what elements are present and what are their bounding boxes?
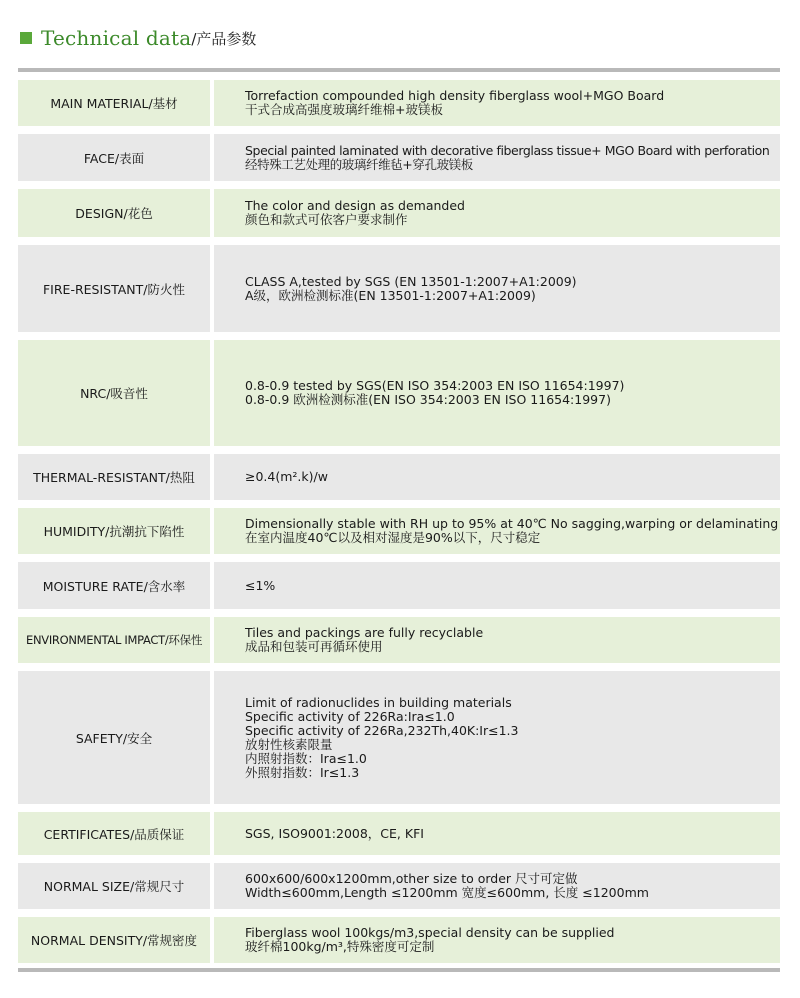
spec-line: 在室内温度40℃以及相对湿度是90%以下，尺寸稳定 bbox=[245, 530, 541, 545]
spec-line: 成品和包装可再循环使用 bbox=[245, 639, 383, 654]
spec-line: 经特殊工艺处理的玻璃纤维毡+穿孔玻镁板 bbox=[245, 156, 473, 172]
spec-line: 外照射指数：Ir≤1.3 bbox=[245, 764, 360, 780]
spec-line: 内照射指数：Ira≤1.0 bbox=[245, 750, 367, 766]
spec-row-safety bbox=[18, 671, 780, 804]
spec-label: DESIGN/花色 bbox=[18, 189, 210, 237]
spec-line: 0.8-0.9 欧洲检测标准(EN ISO 354:2003 EN ISO 11654:1997) bbox=[245, 392, 611, 407]
top-divider bbox=[18, 68, 780, 72]
spec-row-main-material bbox=[18, 80, 780, 126]
spec-label: HUMIDITY/抗潮抗下陷性 bbox=[18, 508, 210, 554]
spec-row-nrc bbox=[18, 340, 780, 446]
spec-line: Fiberglass wool 100kgs/m3,special density can be supplied bbox=[245, 925, 615, 940]
spec-line: 干式合成高强度玻璃纤维棉+玻镁板 bbox=[245, 102, 443, 117]
page-header bbox=[20, 24, 256, 52]
spec-row-design bbox=[18, 189, 780, 237]
spec-value bbox=[214, 189, 780, 237]
spec-value bbox=[214, 617, 780, 663]
spec-value bbox=[214, 134, 780, 181]
spec-row-face bbox=[18, 134, 780, 181]
spec-line: Special painted laminated with decorative fiberglass tissue+ MGO Board with perforation bbox=[245, 142, 770, 158]
spec-row-thermal-resistant bbox=[18, 454, 780, 500]
spec-row-normal-size bbox=[18, 863, 780, 909]
spec-label: ENVIRONMENTAL IMPACT/环保性 bbox=[18, 617, 210, 663]
spec-value bbox=[214, 671, 780, 804]
spec-line: Width≤600mm,Length ≤1200mm 宽度≤600mm, 长度 ≤1200mm bbox=[245, 885, 649, 900]
spec-line: A级，欧洲检测标准(EN 13501-1:2007+A1:2009) bbox=[245, 287, 536, 303]
spec-value bbox=[214, 80, 780, 126]
spec-line: Specific activity of 226Ra,232Th,40K:Ir≤1.3 bbox=[245, 722, 519, 738]
spec-label: NORMAL SIZE/常规尺寸 bbox=[18, 863, 210, 909]
spec-label: THERMAL-RESISTANT/热阻 bbox=[18, 454, 210, 500]
spec-label: FACE/表面 bbox=[18, 134, 210, 181]
spec-line: Specific activity of 226Ra:Ira≤1.0 bbox=[245, 708, 455, 724]
spec-label: CERTIFICATES/品质保证 bbox=[18, 812, 210, 855]
spec-label: SAFETY/安全 bbox=[18, 671, 210, 804]
title-chinese: /产品参数 bbox=[191, 29, 257, 48]
bottom-divider bbox=[18, 968, 780, 972]
spec-line: ≥0.4(m².k)/w bbox=[245, 469, 328, 484]
spec-value bbox=[214, 863, 780, 909]
spec-row-fire-resistant bbox=[18, 245, 780, 332]
spec-value bbox=[214, 562, 780, 609]
spec-line: 0.8-0.9 tested by SGS(EN ISO 354:2003 EN ISO 11654:1997) bbox=[245, 378, 625, 393]
title-english: Technical data bbox=[41, 26, 192, 50]
spec-row-moisture-rate bbox=[18, 562, 780, 609]
spec-line: Tiles and packings are fully recyclable bbox=[245, 625, 484, 640]
spec-line: 放射性核素限量 bbox=[245, 736, 333, 752]
spec-line: 600x600/600x1200mm,other size to order 尺寸可定做 bbox=[245, 871, 578, 886]
spec-value bbox=[214, 454, 780, 500]
spec-line: Limit of radionuclides in building materials bbox=[245, 694, 512, 710]
spec-value bbox=[214, 917, 780, 963]
spec-row-environmental-impact bbox=[18, 617, 780, 663]
spec-label: MOISTURE RATE/含水率 bbox=[18, 562, 210, 609]
spec-line: Torrefaction compounded high density fiberglass wool+MGO Board bbox=[245, 88, 665, 103]
spec-line: The color and design as demanded bbox=[245, 198, 465, 213]
green-square-icon bbox=[20, 32, 32, 44]
spec-value bbox=[214, 508, 780, 554]
spec-row-normal-density bbox=[18, 917, 780, 963]
spec-line: 颜色和款式可依客户要求制作 bbox=[245, 212, 408, 227]
spec-line: CLASS A,tested by SGS (EN 13501-1:2007+A1:2009) bbox=[245, 273, 577, 289]
spec-row-certificates bbox=[18, 812, 780, 855]
spec-label: FIRE-RESISTANT/防火性 bbox=[18, 245, 210, 332]
spec-line: Dimensionally stable with RH up to 95% at 40℃ No sagging,warping or delaminating bbox=[245, 516, 779, 531]
spec-line: 玻纤棉100kg/m³,特殊密度可定制 bbox=[245, 939, 435, 954]
spec-row-humidity bbox=[18, 508, 780, 554]
spec-label: MAIN MATERIAL/基材 bbox=[18, 80, 210, 126]
spec-value bbox=[214, 340, 780, 446]
spec-label: NRC/吸音性 bbox=[18, 340, 210, 446]
spec-line: SGS, ISO9001:2008，CE, KFI bbox=[245, 825, 424, 841]
spec-label: NORMAL DENSITY/常规密度 bbox=[18, 917, 210, 963]
spec-value bbox=[214, 812, 780, 855]
spec-value bbox=[214, 245, 780, 332]
spec-line: ≤1% bbox=[245, 577, 276, 593]
